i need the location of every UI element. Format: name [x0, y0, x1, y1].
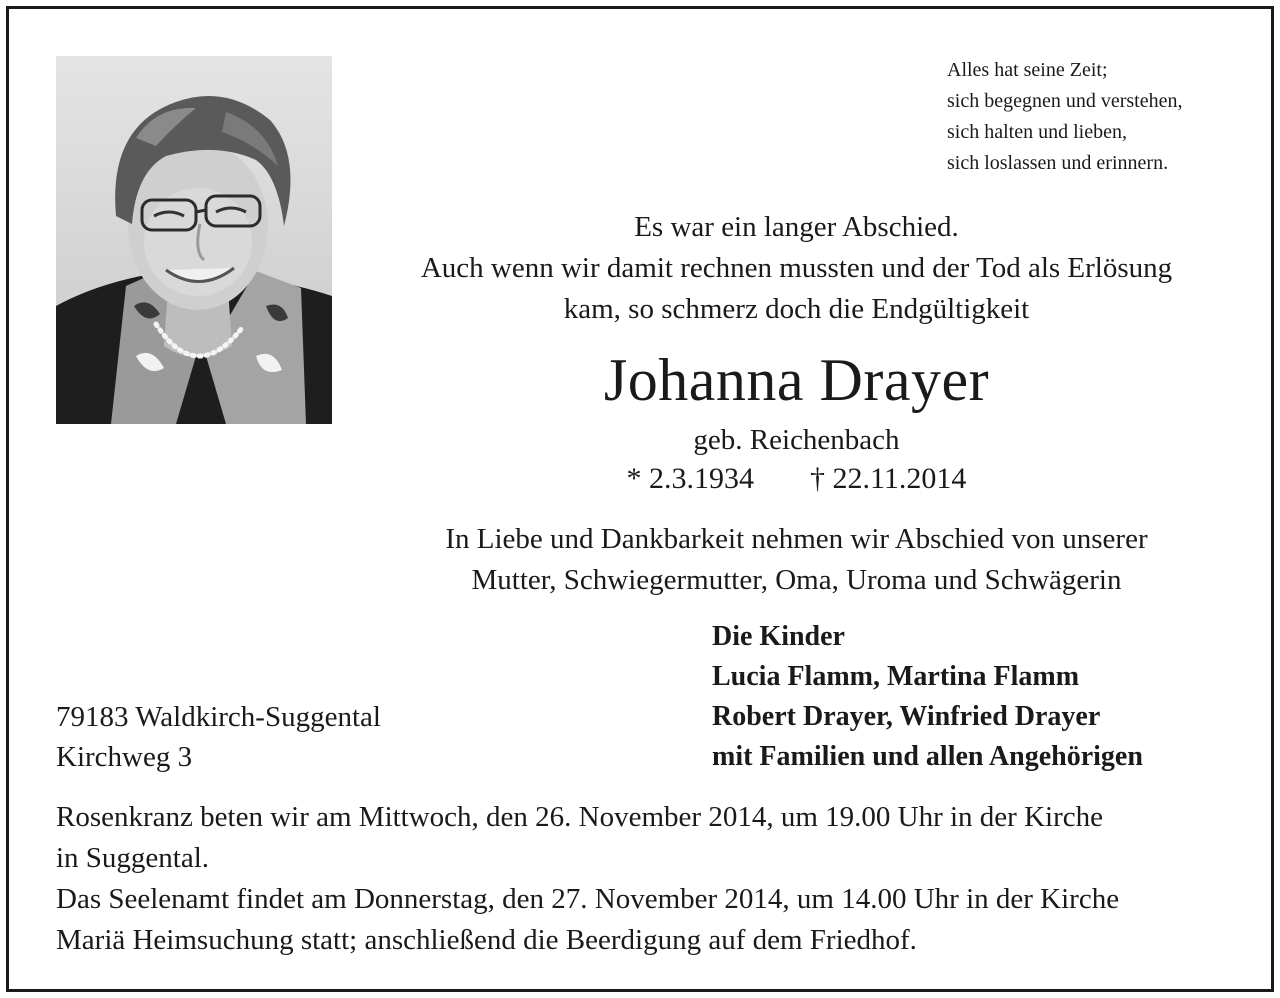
poem-line: sich begegnen und verstehen, [947, 90, 1183, 112]
obituary-card [6, 6, 1274, 992]
death-date: † 22.11.2014 [810, 462, 967, 495]
address [56, 697, 381, 777]
deceased-name: Johanna Drayer [603, 347, 990, 413]
service-line: Mariä Heimsuchung statt; anschließend die Beerdigung auf dem Friedhof. [56, 924, 917, 956]
farewell-line: Mutter, Schwiegermutter, Oma, Uroma und Schwägerin [471, 564, 1122, 596]
family-line: mit Familien und allen Angehörigen [712, 741, 1143, 772]
intro-line: kam, so schmerz doch die Endgültigkeit [563, 293, 1030, 325]
life-dates [364, 459, 1229, 499]
service-line: Das Seelenamt findet am Donnerstag, den 27. November 2014, um 14.00 Uhr in der Kirche [56, 883, 1120, 915]
service-line: in Suggental. [56, 842, 210, 874]
poem-line: sich loslassen und erinnern. [947, 152, 1169, 174]
portrait-photo [56, 56, 332, 424]
maiden-name: geb. Reichenbach [693, 424, 900, 456]
family-line: Lucia Flamm, Martina Flamm [712, 661, 1080, 692]
birth-date: * 2.3.1934 [626, 462, 755, 495]
service-details [56, 797, 1236, 961]
family-line: Robert Drayer, Winfried Drayer [712, 701, 1101, 732]
poem [947, 55, 1182, 179]
farewell-text [364, 519, 1229, 601]
address-line: 79183 Waldkirch-Suggental [56, 701, 381, 733]
family-line: Die Kinder [712, 621, 845, 652]
intro-line: Es war ein langer Abschied. [634, 211, 959, 243]
farewell-line: In Liebe und Dankbarkeit nehmen wir Abschied von unserer [445, 523, 1148, 555]
intro-text [364, 207, 1229, 330]
poem-line: sich halten und lieben, [947, 121, 1127, 143]
family-signatures [712, 617, 1143, 777]
address-line: Kirchweg 3 [56, 741, 193, 773]
service-line: Rosenkranz beten wir am Mittwoch, den 26. November 2014, um 19.00 Uhr in der Kirche [56, 801, 1103, 833]
intro-line: Auch wenn wir damit rechnen mussten und der Tod als Erlösung [420, 252, 1173, 284]
poem-line: Alles hat seine Zeit; [947, 59, 1108, 81]
